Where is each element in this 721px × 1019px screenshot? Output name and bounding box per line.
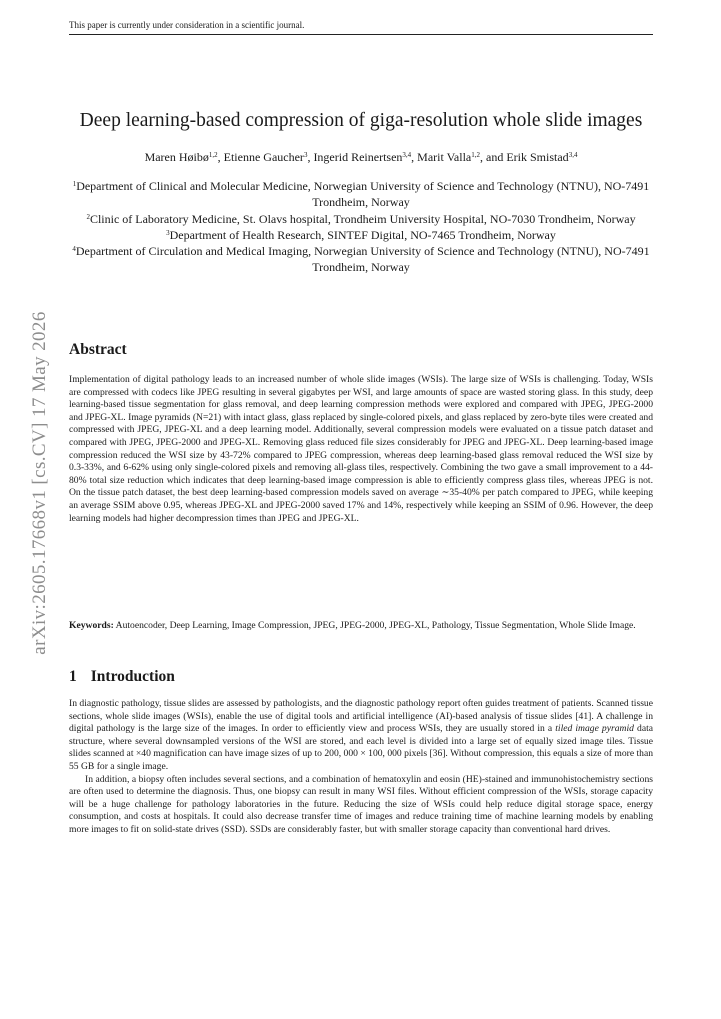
section-title: Introduction [90,668,175,685]
section-number: 1 [69,668,77,685]
keywords-text: Autoencoder, Deep Learning, Image Compression, JPEG, JPEG-2000, JPEG-XL, Pathology, Tissue Segmentation, Whole Slide Image. [115,620,636,631]
abstract-heading: Abstract [69,341,127,358]
keywords-label: Keywords: [69,620,114,631]
author-name: Erik Smistad [506,150,569,164]
author-affiliation-marker: 3,4 [568,151,578,159]
author-list [69,150,653,165]
author-affiliation-marker: 3,4 [402,151,412,159]
affiliation-text: Department of Health Research, SINTEF Digital, NO-7465 Trondheim, Norway [169,227,556,242]
affiliation-number: 3 [166,228,170,237]
abstract-text: Implementation of digital pathology leads to an increased number of whole slide images (WSIs). The large size of WSIs is challenging. Today, WSIs are compressed with codecs like JPEG resulting in several gigabytes per WSI, and large amounts of space are wasted storing glass. In this study, deep learning-based tissue segmentation for glass removal, and deep learning compression methods were explored and compared with JPEG, JPEG-2000 and JPEG-XL. Image pyramids (N=21) with intact glass, glass replaced by single-colored pixels, and glass replaced by zero-byte tiles were created and compressed with JPEG, JPEG-XL and a deep learning model. Additionally, several compression models were evaluated on a tissue patch dataset and compared with JPEG, JPEG-2000 and JPEG-XL. Removing glass reduced file sizes considerably for JPEG and JPEG-XL. Deep learning-based image compression reduced the WSI size by 43-72% compared to JPEG compression, whereas deep learning-based glass removal reduced the WSI size by 0.3-33%, and 6-62% using only single-colored pixels and removing all-glass tiles, respectively. Combining the two gave a small improvement to a 44-80% total size reduction which indicates that deep learning-based image compression is able to efficiently compress glass tiles, whereas JPEG is not. On the tissue patch dataset, the best deep learning-based compression models saved on average ∼35-40% per patch compared to JPEG, while keeping an average SSIM above 0.95, whereas JPEG-XL and JPEG-2000 saved 17% and 14%, respectively while keeping an SSIM of 0.96. However, the deep learning models had higher decompression times than JPEG and JPEG-XL. [69,374,653,524]
author-affiliation-marker: 1,2 [471,151,481,159]
affiliation-number: 1 [72,180,77,188]
affiliation-number: 2 [86,212,90,221]
author-separator: , [307,150,314,164]
section-heading [69,668,175,686]
header-rule [69,34,653,35]
author-name: Ingerid Reinertsen [313,150,403,164]
paper-title: Deep learning-based compression of giga-resolution whole slide images [79,110,643,131]
emphasized-term: tiled image pyramid [555,723,634,735]
affiliation-text: Department of Circulation and Medical Imaging, Norwegian University of Science and Technology (NTNU), NO-7491 Trondheim, Norway [75,244,650,275]
affiliation-text: Department of Clinical and Molecular Medicine, Norwegian University of Science and Technology (NTNU), NO-7491 Trondheim, Norway [76,179,650,210]
affiliation-number: 4 [72,245,76,254]
author-name: Marit Valla [417,150,472,164]
body-paragraph [69,698,653,774]
author-affiliation-marker: 1,2 [208,151,218,159]
keywords [69,620,653,633]
affiliation-item [69,211,653,227]
paragraph-text: data structure, where several downsampled versions of the WSI are stored, and each level is divided into a large set of equally sized image tiles. Tissue slides scanned at ×40 magnification can have image sizes of up to 200, 000 × 100, 000 pixels [36]. Without compression, this equals a size of more than 55 GB for a single image. [69,723,653,772]
affiliation-item [69,243,653,276]
author-affiliation-marker: 3 [303,151,308,159]
journal-note: This paper is currently under consideration in a scientific journal. [69,20,305,30]
author-name: Etienne Gaucher [223,150,304,164]
author-separator: , and [480,150,507,164]
introduction-body [69,698,653,837]
affiliation-item [69,178,653,211]
author-separator: , [411,150,418,164]
author-separator: , [217,150,224,164]
affiliation-item [69,227,653,243]
body-paragraph: In addition, a biopsy often includes several sections, and a combination of hematoxylin and eosin (HE)-stained and immunohistochemistry sections are often used to determine the diagnosis. Thus, one biopsy can result in many WSI files. Without efficient compression of the WSIs, storage capacity will be a huge challenge for pathology laboratories in the future. Reducing the size of WSIs could help reduce digital storage space, energy consumption, and costs at hospitals. It could also decrease transfer time of images and reduce training time of machine learning models by enabling more images to fit on solid-state drives (SSD). SSDs are considerably faster, but with smaller storage capacity than conventional hard drives. [69,773,653,835]
paragraph-text: In diagnostic pathology, tissue slides are assessed by pathologists, and the diagnostic pathology report often guides treatment of patients. Scanned tissue sections, whole slide images (WSIs), enable the use of digital tools and artificial intelligence (AI)-based analysis of tissue slides [41]. A challenge in digital pathology is the large size of the images. In order to efficiently view and process WSIs, they are usually stored in a [69,698,653,735]
author-name: Maren Høibø [144,150,209,164]
affiliation-list [69,178,653,276]
arxiv-identifier-text: arXiv:2605.17668v1 [cs.CV] 17 May 2026 [29,311,50,655]
affiliation-text: Clinic of Laboratory Medicine, St. Olavs hospital, Trondheim University Hospital, NO-7030 Trondheim, Norway [89,211,636,226]
